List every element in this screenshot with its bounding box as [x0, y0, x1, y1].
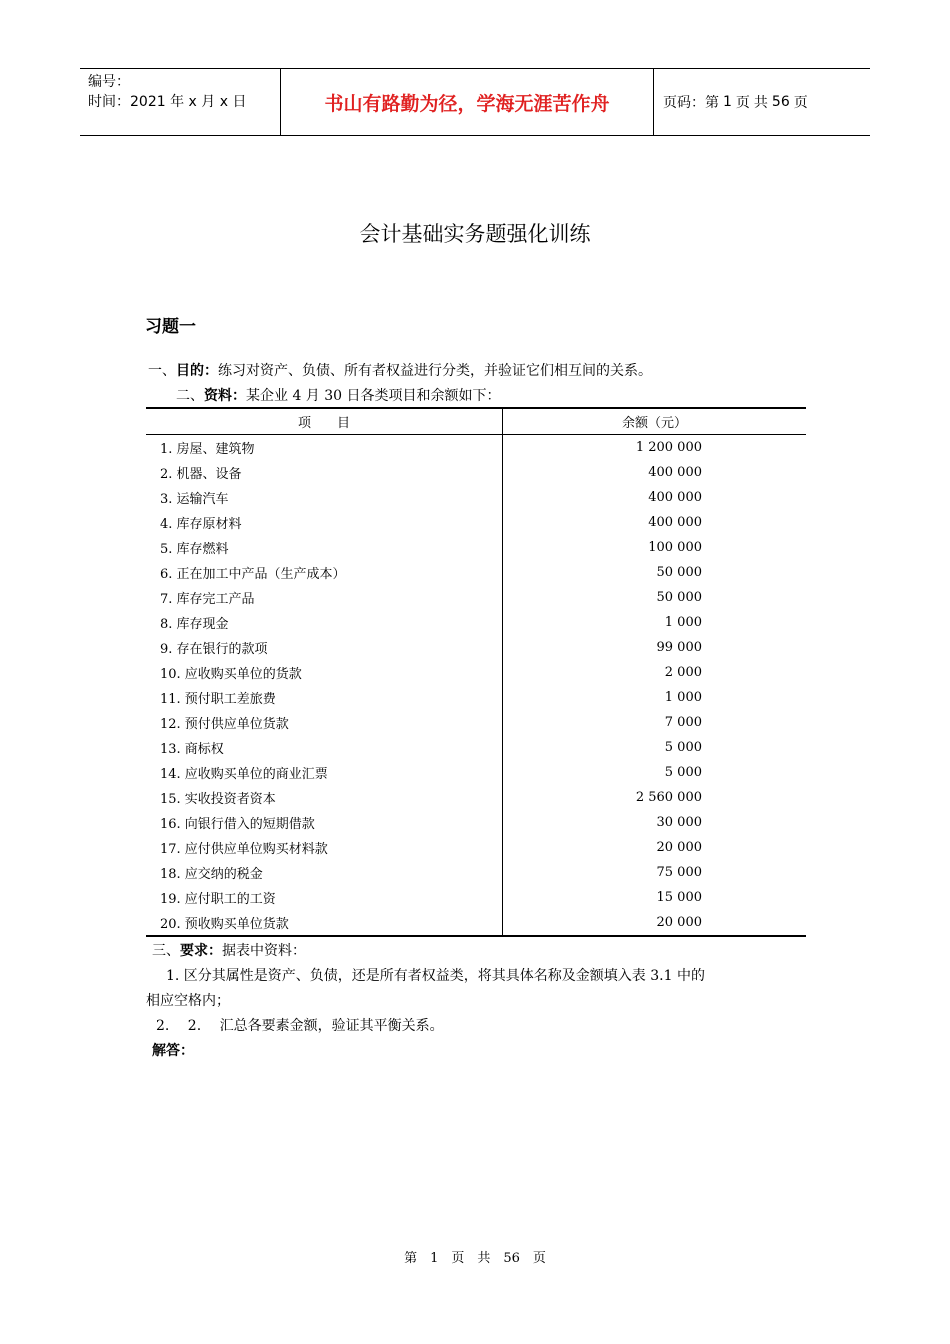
amount-cell: 20 000: [503, 910, 807, 936]
amount-cell: 5 000: [664, 765, 702, 780]
item-cell: 20. 预收购买单位货款: [146, 910, 503, 936]
requirements-line: [152, 940, 306, 960]
item-cell: 6. 正在加工中产品（生产成本）: [146, 560, 503, 585]
item-cell: 14. 应收购买单位的商业汇票: [146, 760, 503, 785]
page-info-part: 页: [735, 95, 750, 111]
table-row: [146, 460, 806, 485]
item-cell: 13. 商标权: [146, 735, 503, 760]
table-row: [146, 560, 806, 585]
table-row: [146, 910, 806, 936]
item-cell: 5. 库存燃料: [146, 535, 503, 560]
header-motto: 书山有路勤为径，学海无涯苦作舟: [281, 69, 654, 135]
page-info-part: 共: [753, 95, 768, 111]
item-cell: 19. 应付职工的工资: [146, 885, 503, 910]
amount-cell: 2 000: [664, 665, 702, 680]
page-footer: 第 1 页 共 56 页: [404, 1251, 546, 1266]
page-info-part: 页: [793, 95, 808, 111]
amount-cell: 400 000: [648, 490, 702, 505]
section-title: 习题一: [145, 317, 196, 337]
item-cell: 16. 向银行借入的短期借款: [146, 810, 503, 835]
answer-label: 解答：: [152, 1043, 194, 1059]
amount-cell: 1 000: [664, 690, 702, 705]
table-row: [146, 535, 806, 560]
materials-text: 某企业 4 月 30 日各类项目和余额如下：: [246, 388, 501, 404]
table-row: [146, 885, 806, 910]
requirements-label: 要求：: [180, 943, 222, 959]
amount-cell: 400 000: [648, 465, 702, 480]
table-row: [146, 735, 806, 760]
page-header: [80, 68, 870, 136]
item-cell: 10. 应收购买单位的货款: [146, 660, 503, 685]
requirement-1-line-1: 1. 区分其属性是资产、负债，还是所有者权益类，将其具体名称及金额填入表 3.1 中的: [166, 968, 705, 984]
table-body: [146, 435, 806, 937]
amount-cell: 30 000: [656, 815, 702, 830]
amount-cell: 1 200 000: [635, 440, 702, 455]
item-cell: 4. 库存原材料: [146, 510, 503, 535]
item-cell: 15. 实收投资者资本: [146, 785, 503, 810]
number-label: 编号：: [88, 74, 130, 90]
page-info-part: 页码：第: [663, 95, 719, 111]
item-cell: 11. 预付职工差旅费: [146, 685, 503, 710]
table-row: [146, 860, 806, 885]
item-cell: 8. 库存现金: [146, 610, 503, 635]
table-row: [146, 710, 806, 735]
requirement-1-line-2: 相应空格内；: [146, 993, 230, 1009]
table-row: [146, 835, 806, 860]
requirements-text: 据表中资料：: [222, 943, 306, 959]
purpose-label: 目的：: [176, 363, 218, 379]
amount-cell: 2 560 000: [635, 790, 702, 805]
item-cell: 1. 房屋、建筑物: [146, 435, 503, 461]
materials-prefix: 二、: [176, 388, 204, 404]
table-row: [146, 785, 806, 810]
item-cell: 9. 存在银行的款项: [146, 635, 503, 660]
table-header-row: [146, 408, 806, 435]
purpose-prefix: 一、: [148, 363, 176, 379]
amount-cell: 100 000: [648, 540, 702, 555]
table-row: [146, 685, 806, 710]
requirements-prefix: 三、: [152, 943, 180, 959]
table-row: [146, 610, 806, 635]
amount-cell: 50 000: [656, 565, 702, 580]
materials-line: [176, 385, 501, 405]
table-row: [146, 635, 806, 660]
table-row: [146, 510, 806, 535]
item-cell: 2. 机器、设备: [146, 460, 503, 485]
requirement-2: 2. 2. 汇总各要素金额，验证其平衡关系。: [156, 1018, 444, 1034]
amount-cell: 99 000: [656, 640, 702, 655]
time-label: 时间：2021 年 x 月 x 日: [88, 94, 247, 110]
amount-cell: 75 000: [656, 865, 702, 880]
item-cell: 18. 应交纳的税金: [146, 860, 503, 885]
table-row: [146, 760, 806, 785]
amount-cell: 1 000: [664, 615, 702, 630]
header-page-info: [654, 69, 870, 135]
table-row: [146, 585, 806, 610]
materials-label: 资料：: [204, 388, 246, 404]
amount-cell: 50 000: [656, 590, 702, 605]
item-cell: 7. 库存完工产品: [146, 585, 503, 610]
amount-cell: 20 000: [656, 840, 702, 855]
column-header-item: 项 目: [146, 408, 503, 435]
item-cell: 17. 应付供应单位购买材料款: [146, 835, 503, 860]
page-info-total: 56: [771, 94, 790, 110]
header-meta: [80, 69, 281, 135]
table-row: [146, 485, 806, 510]
table-row: [146, 435, 806, 461]
item-cell: 12. 预付供应单位货款: [146, 710, 503, 735]
table-row: [146, 810, 806, 835]
amount-cell: 7 000: [664, 715, 702, 730]
page-info-current: 1: [723, 94, 732, 110]
purpose-text: 练习对资产、负债、所有者权益进行分类，并验证它们相互间的关系。: [218, 363, 652, 379]
balance-table: [146, 407, 806, 937]
column-header-amount: 余额（元）: [503, 408, 807, 435]
amount-cell: 400 000: [648, 515, 702, 530]
document-title: 会计基础实务题强化训练: [359, 222, 591, 246]
item-cell: 3. 运输汽车: [146, 485, 503, 510]
amount-cell: 15 000: [656, 890, 702, 905]
table-row: [146, 660, 806, 685]
purpose-line: [148, 360, 652, 380]
amount-cell: 5 000: [664, 740, 702, 755]
